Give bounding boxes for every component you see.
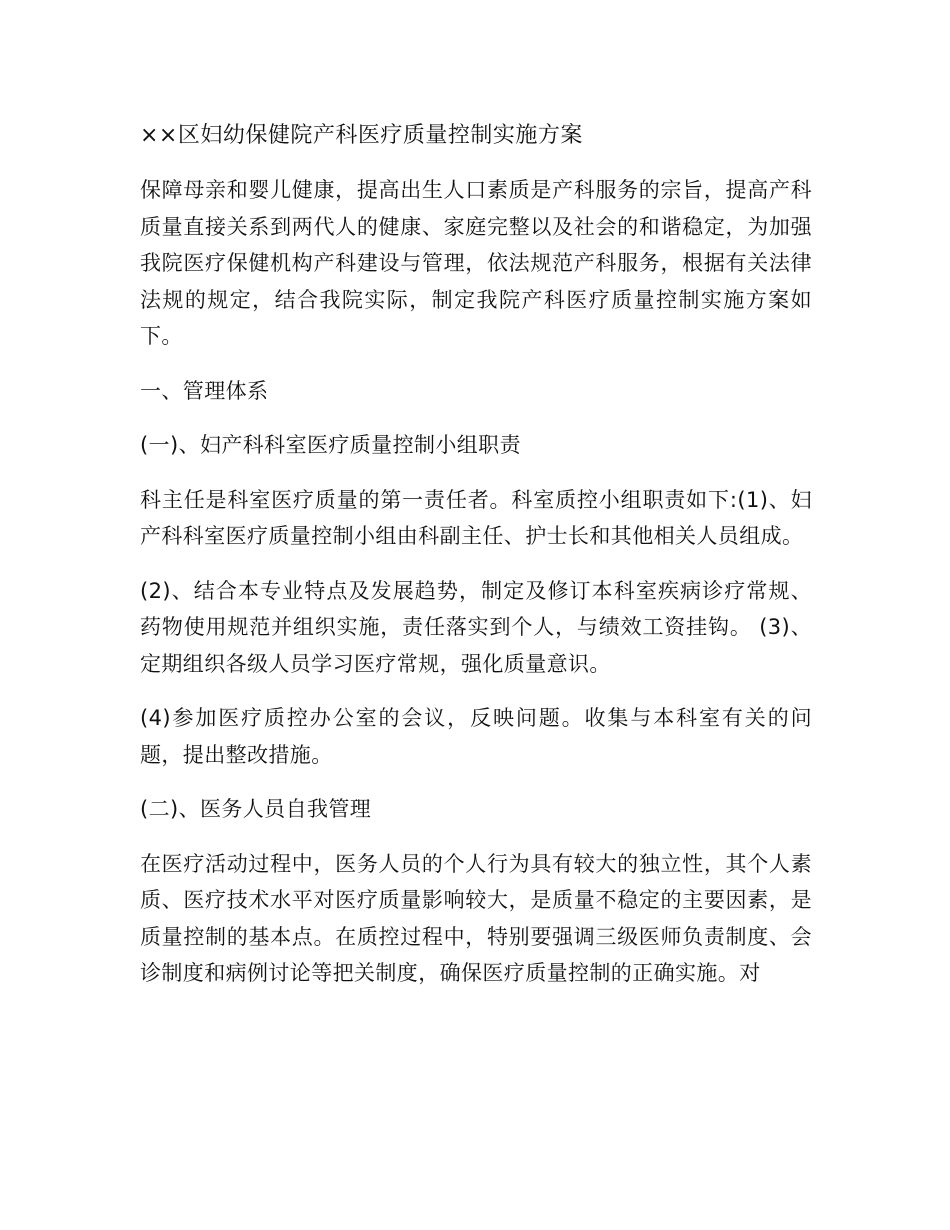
- paragraph-group-duties-4: (4)参加医疗质控办公室的会议，反映问题。收集与本科室有关的问题，提出整改措施。: [140, 706, 812, 767]
- subsection-heading-self-management: (二)、医务人员自我管理: [140, 797, 372, 821]
- paragraph-group-duties-2-3: (2)、结合本专业特点及发展趋势，制定及修订本科室疾病诊疗常规、药物使用规范并组织实施，责任落实到个人，与绩效工资挂钩。 (3)、定期组织各级人员学习医疗常规，强化质量意识。: [140, 578, 812, 676]
- document-body: [140, 118, 812, 1010]
- document-title: ××区妇幼保健院产科医疗质量控制实施方案: [140, 123, 583, 148]
- intro-paragraph: 保障母亲和婴儿健康，提高出生人口素质是产科服务的宗旨，提高产科质量直接关系到两代人的健康、家庭完整以及社会的和谐稳定，为加强我院医疗保健机构产科建设与管理，依法规范产科服务，根据有关法律法规的规定，结合我院实际，制定我院产科医疗质量控制实施方案如下。: [140, 178, 812, 348]
- section-heading-management-system: 一、管理体系: [140, 378, 269, 403]
- subsection-heading-quality-control-group: (一)、妇产科科室医疗质量控制小组职责: [140, 433, 521, 457]
- paragraph-self-management: 在医疗活动过程中，医务人员的个人行为具有较大的独立性，其个人素质、医疗技术水平对医疗质量影响较大，是质量不稳定的主要因素，是质量控制的基本点。在质控过程中，特别要强调三级医师负责制度、会诊制度和病例讨论等把关制度，确保医疗质量控制的正确实施。对: [140, 851, 812, 985]
- paragraph-group-duties: 科主任是科室医疗质量的第一责任者。科室质控小组职责如下:(1)、妇产科科室医疗质量控制小组由科副主任、护士长和其他相关人员组成。: [140, 487, 812, 548]
